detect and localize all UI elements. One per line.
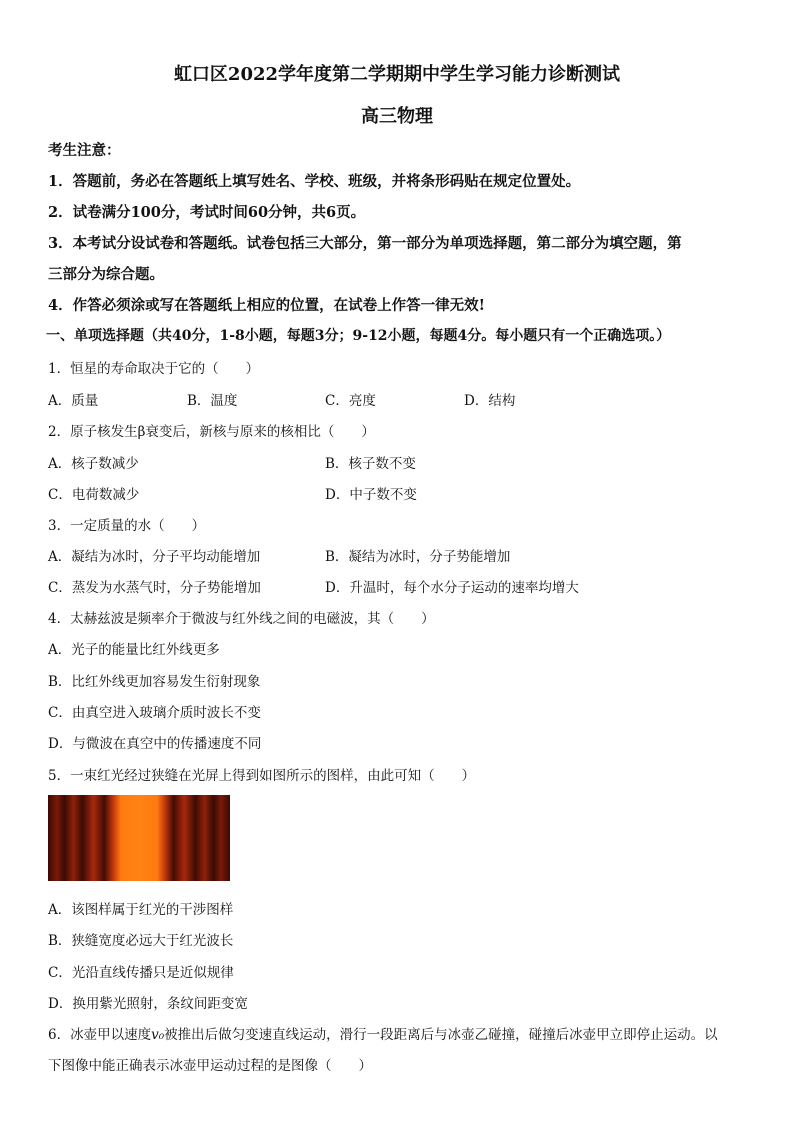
- q5-stem: 5．一束红光经过狭缝在光屏上得到如图所示的图样，由此可知（ ）: [48, 768, 476, 784]
- q3-option-d: D．升温时，每个水分子运动的速率均增大: [325, 580, 579, 596]
- notice-item-3: 3．本考试分设试卷和答题纸。试卷包括三大部分，第一部分为单项选择题，第二部分为填空题，第: [48, 235, 682, 252]
- q1-option-a: A．质量: [48, 393, 99, 409]
- q4-stem: 4．太赫兹波是频率介于微波与红外线之间的电磁波，其（ ）: [48, 611, 435, 627]
- q4-option-a: A．光子的能量比红外线更多: [48, 642, 220, 658]
- q2-stem: 2．原子核发生β衰变后，新核与原来的核相比（ ）: [48, 424, 375, 440]
- notice-item-2: 2．试卷满分100分，考试时间60分钟，共6页。: [48, 204, 366, 221]
- q6-stem-line2: 下图像中能正确表示冰壶甲运动过程的是图像（ ）: [48, 1058, 372, 1074]
- q1-option-c: C．亮度: [325, 393, 376, 409]
- q5-option-a: A．该图样属于红光的干涉图样: [48, 902, 234, 918]
- q3-option-a: A．凝结为冰时，分子平均动能增加: [48, 549, 261, 565]
- diffraction-pattern-fill: [48, 795, 230, 881]
- q4-option-d: D．与微波在真空中的传播速度不同: [48, 736, 262, 752]
- diffraction-pattern-figure: [48, 795, 230, 881]
- q1-option-d: D．结构: [464, 393, 516, 409]
- q5-option-c: C．光沿直线传播只是近似规律: [48, 965, 234, 981]
- q1-stem: 1．恒星的寿命取决于它的（ ）: [48, 361, 260, 377]
- q3-stem: 3．一定质量的水（ ）: [48, 518, 206, 534]
- q2-option-a: A．核子数减少: [48, 456, 139, 472]
- exam-subject: 高三物理: [361, 106, 433, 127]
- q6-stem-part-b: 被推出后做匀变速直线运动，滑行一段距离后与冰壶乙碰撞，碰撞后冰壶甲立即停止运动。以: [164, 1027, 718, 1043]
- q5-option-b: B．狭缝宽度必远大于红光波长: [48, 933, 234, 949]
- q5-option-d: D．换用紫光照射，条纹间距变宽: [48, 996, 248, 1012]
- q3-option-c: C．蒸发为水蒸气时，分子势能增加: [48, 580, 261, 596]
- q4-option-c: C．由真空进入玻璃介质时波长不变: [48, 705, 261, 721]
- q4-option-b: B．比红外线更加容易发生衍射现象: [48, 674, 261, 690]
- q6-v0-symbol: v₀: [151, 1027, 165, 1043]
- notice-item-1: 1．答题前，务必在答题纸上填写姓名、学校、班级，并将条形码贴在规定位置处。: [48, 173, 581, 190]
- q2-option-d: D．中子数不变: [325, 487, 417, 503]
- notice-item-4: 4．作答必须涂或写在答题纸上相应的位置，在试卷上作答一律无效!: [48, 297, 485, 314]
- notice-item-3-cont: 三部分为综合题。: [48, 266, 164, 283]
- q2-option-c: C．电荷数减少: [48, 487, 140, 503]
- notice-heading: 考生注意：: [48, 142, 121, 159]
- section1-heading: 一、单项选择题（共40分，1-8小题，每题3分；9-12小题，每题4分。每小题只有一个正确选项。）: [46, 328, 671, 344]
- q3-option-b: B．凝结为冰时，分子势能增加: [325, 549, 511, 565]
- q6-stem-line1: [48, 1023, 718, 1043]
- q1-option-b: B．温度: [187, 393, 238, 409]
- q6-stem-part-a: 6．冰壶甲以速度: [48, 1027, 152, 1043]
- q2-option-b: B．核子数不变: [325, 456, 416, 472]
- exam-title: 虹口区2022学年度第二学期期中学生学习能力诊断测试: [173, 64, 621, 85]
